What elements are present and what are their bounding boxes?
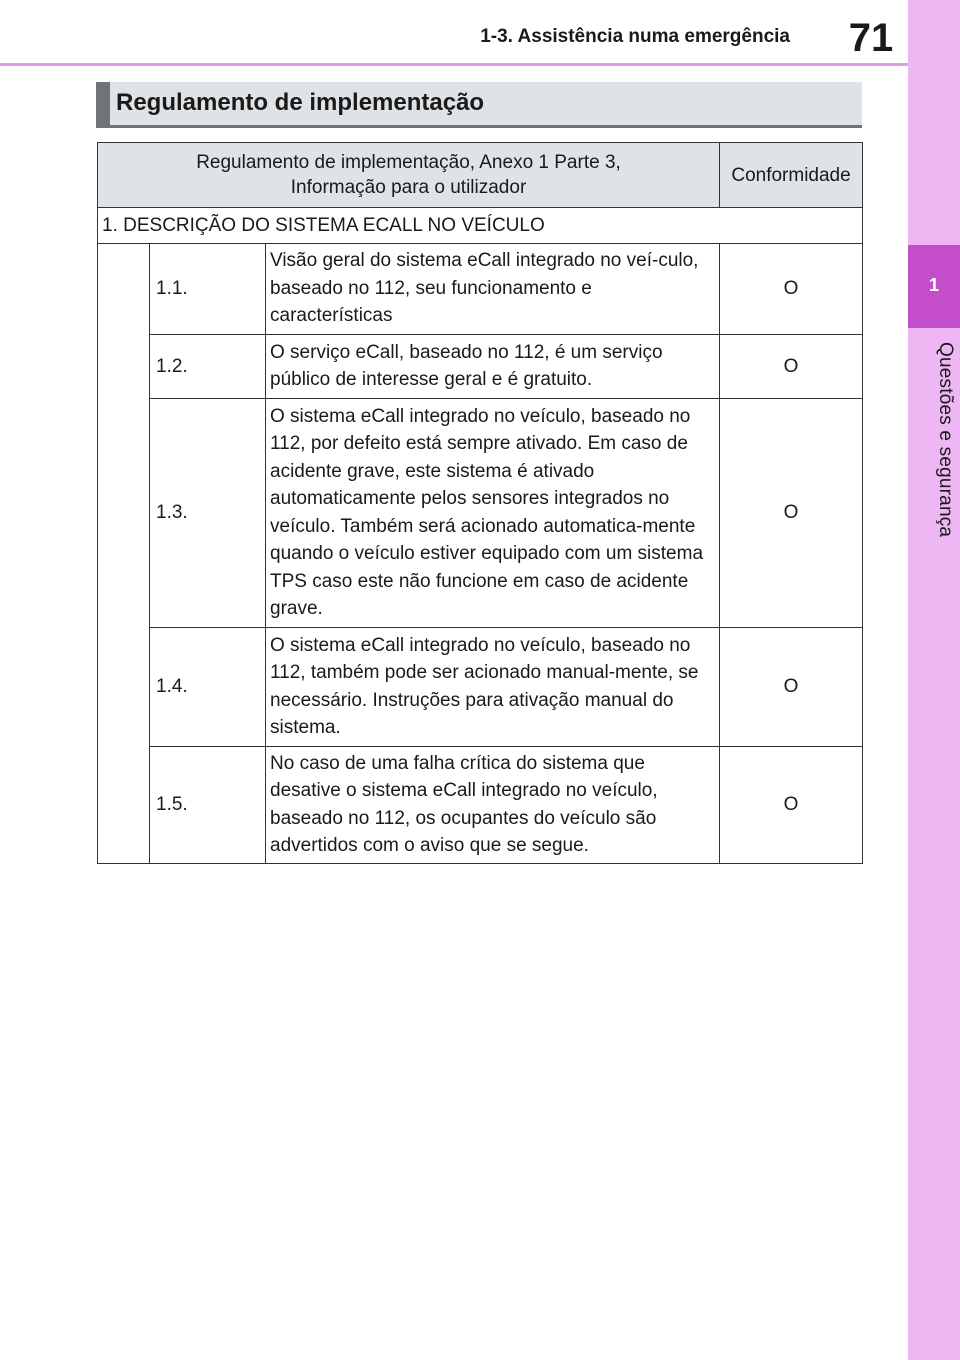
table-header-line-1: Regulamento de implementação, Anexo 1 Parte 3,	[196, 152, 621, 173]
row-description: O sistema eCall integrado no veículo, baseado no 112, por defeito está sempre ativado. Em caso de acidente grave, este sistema é ativado automaticamente pelos sensores integrados no veículo. Também será acionado automatica-mente quando o veículo estiver equipado com um sistema TPS caso este não funcione em caso de acidente grave.	[266, 399, 720, 628]
row-number: 1.4.	[150, 628, 266, 747]
table-row	[98, 335, 863, 399]
chapter-tab-title: Questões e segurança	[935, 342, 956, 538]
row-number: 1.1.	[150, 244, 266, 335]
regulation-table	[97, 142, 863, 864]
table-header-row	[98, 143, 863, 208]
table-header-regulation	[98, 143, 720, 208]
page-number: 71	[848, 16, 894, 60]
table-row	[98, 747, 863, 864]
row-description: O serviço eCall, baseado no 112, é um serviço público de interesse geral e é gratuito.	[266, 335, 720, 399]
table-header-conformity: Conformidade	[720, 143, 863, 208]
row-conformity: O	[720, 399, 863, 628]
header-section-title: 1-3. Assistência numa emergência	[480, 26, 790, 47]
table-row	[98, 244, 863, 335]
chapter-tab-number: 1	[928, 275, 939, 295]
section-row-label: 1. DESCRIÇÃO DO SISTEMA ECALL NO VEÍCULO	[98, 208, 863, 244]
table-row	[98, 399, 863, 628]
section-heading-text: Regulamento de implementação	[116, 89, 485, 116]
header-divider	[0, 63, 908, 66]
row-conformity: O	[720, 244, 863, 335]
table-indent-cell	[98, 244, 150, 864]
row-conformity: O	[720, 628, 863, 747]
row-number: 1.5.	[150, 747, 266, 864]
table-row	[98, 628, 863, 747]
row-description: O sistema eCall integrado no veículo, baseado no 112, também pode ser acionado manual-mente, se necessário. Instruções para ativação manual do sistema.	[266, 628, 720, 747]
row-number: 1.2.	[150, 335, 266, 399]
table-section-row	[98, 208, 863, 244]
row-description: Visão geral do sistema eCall integrado no veí-culo, baseado no 112, seu funcionamento e características	[266, 244, 720, 335]
table-header-line-2: Informação para o utilizador	[290, 177, 527, 198]
row-number: 1.3.	[150, 399, 266, 628]
row-conformity: O	[720, 747, 863, 864]
section-heading-marker	[96, 82, 110, 125]
side-strip	[908, 0, 960, 1360]
row-conformity: O	[720, 335, 863, 399]
section-heading	[96, 82, 862, 128]
chapter-tab	[908, 245, 960, 328]
row-description: No caso de uma falha crítica do sistema que desative o sistema eCall integrado no veículo, baseado no 112, os ocupantes do veículo são advertidos com o aviso que se segue.	[266, 747, 720, 864]
